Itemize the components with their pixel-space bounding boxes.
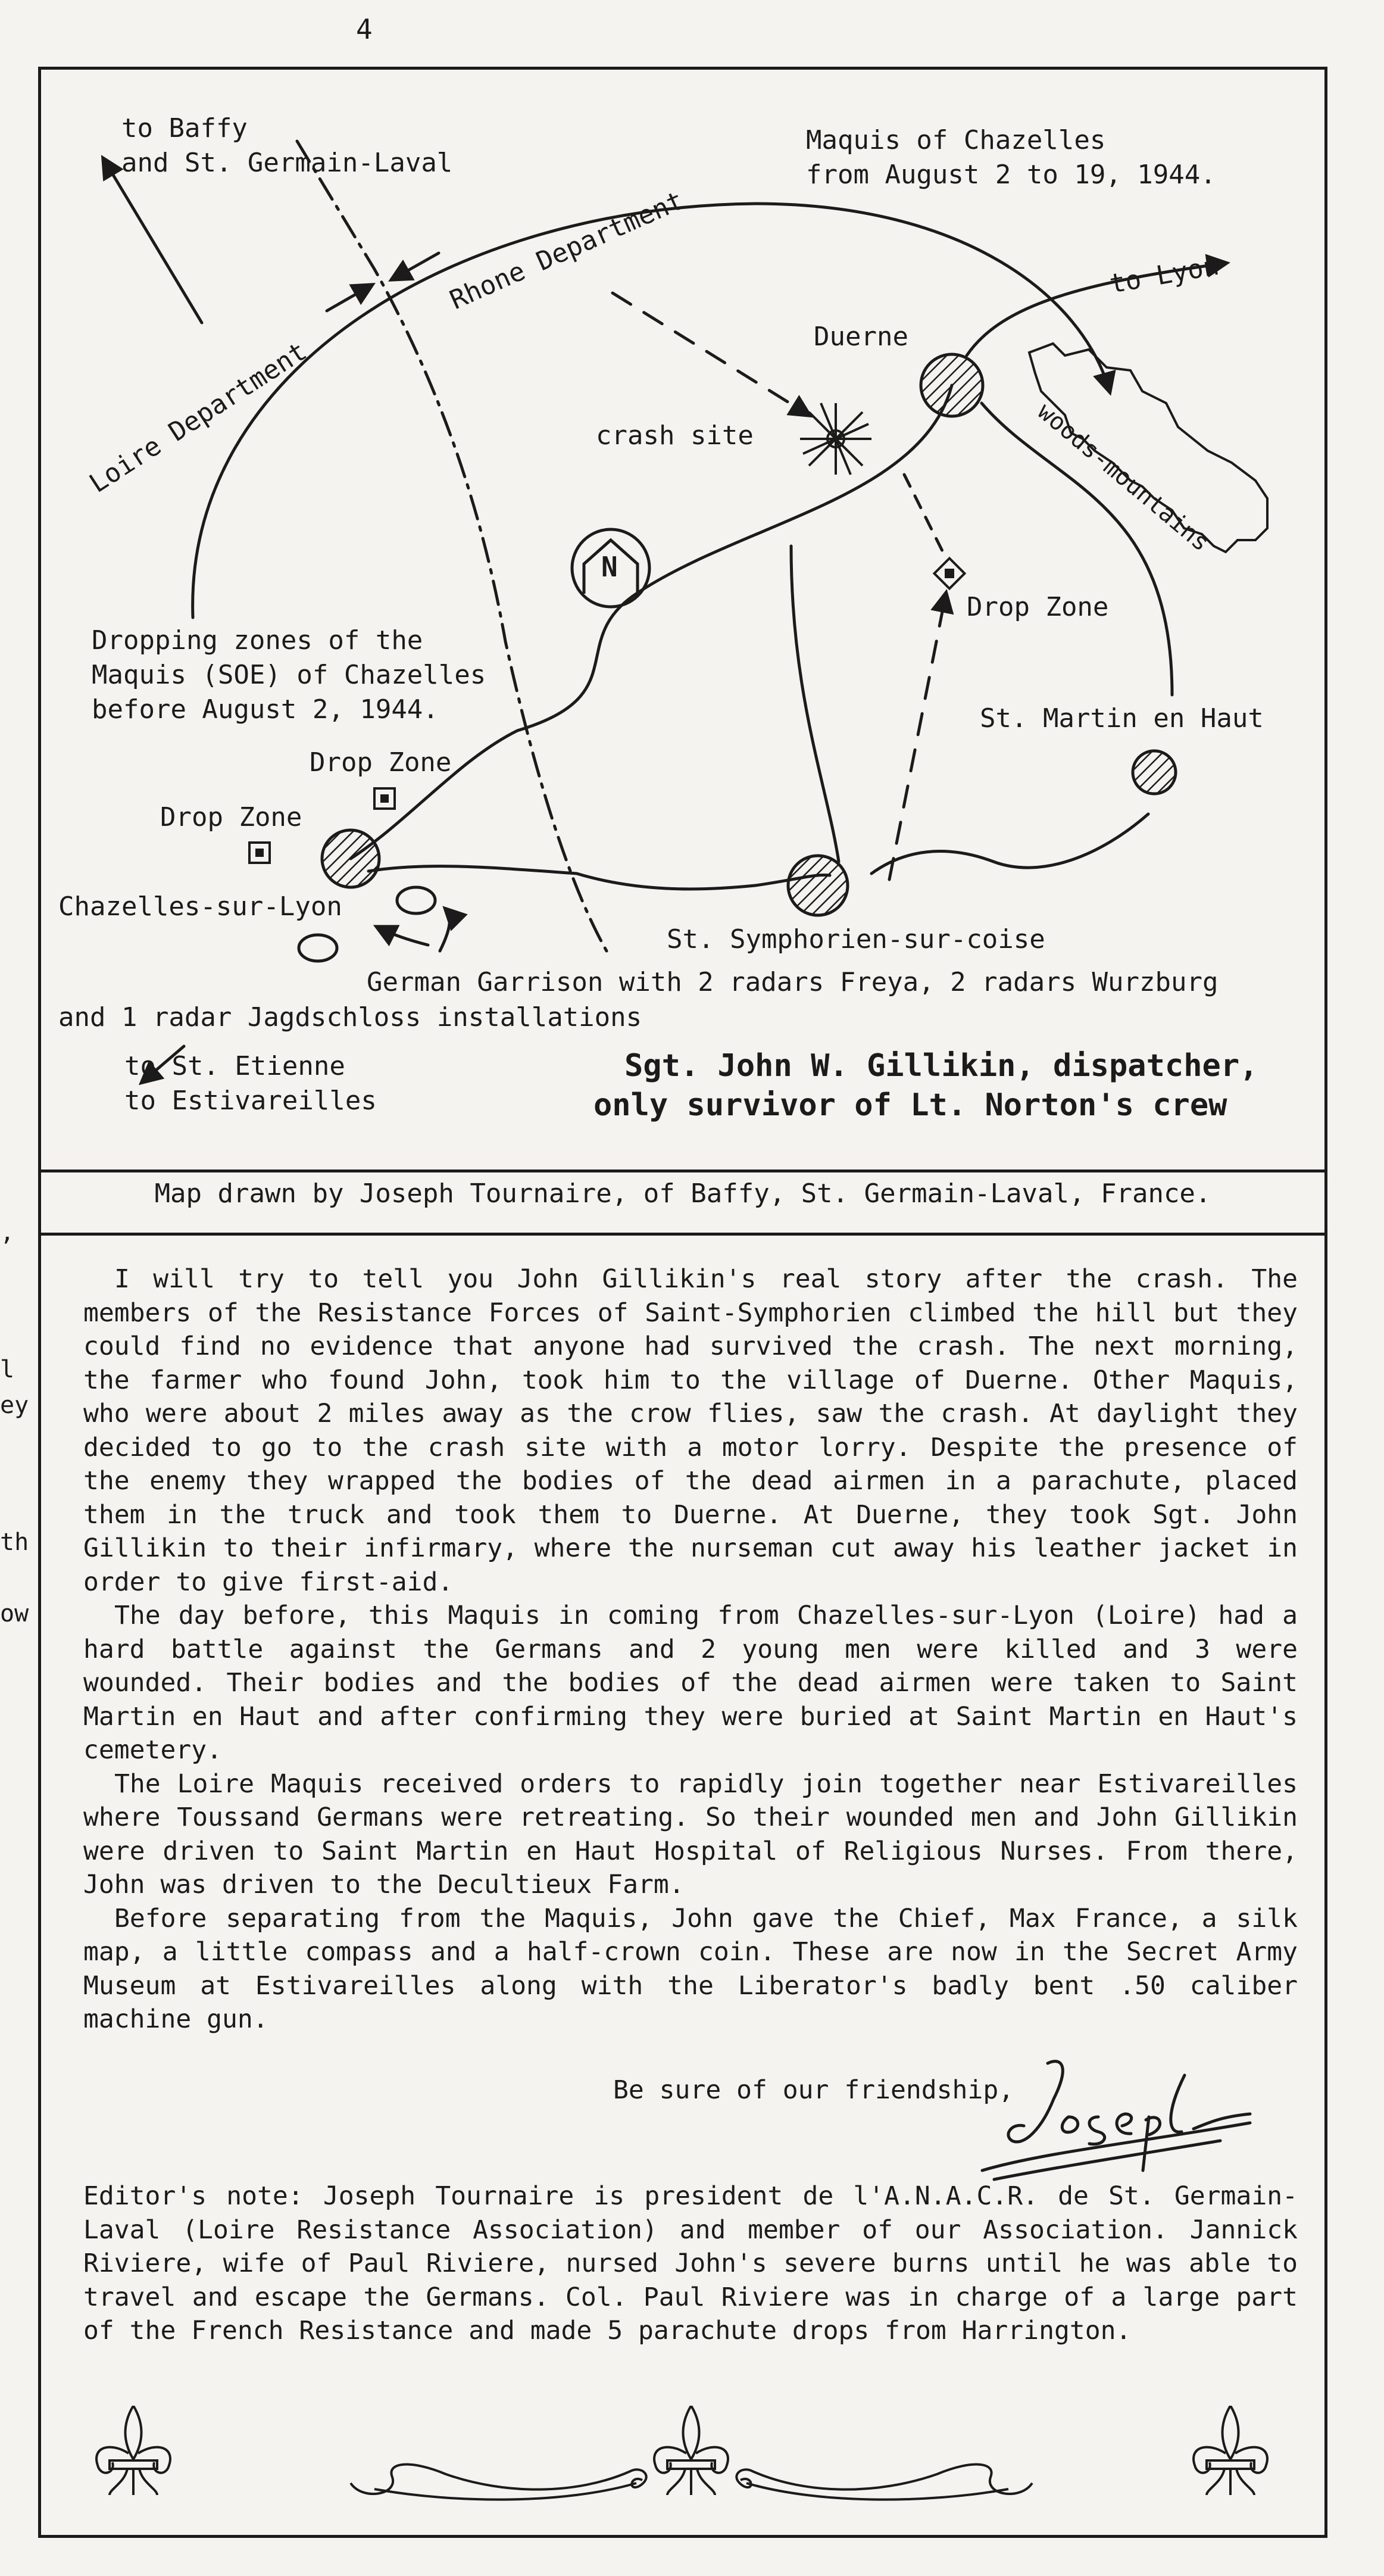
label-duerne: Duerne — [814, 322, 908, 352]
label-to-st-etienne: to St. Etienne to Estivareilles — [124, 1051, 377, 1116]
symphorien-town — [788, 856, 848, 915]
letter-body — [83, 1262, 1298, 2037]
garrison-circle — [397, 887, 435, 913]
garrison-arrow-left — [377, 927, 428, 945]
label-to-lyon: to Lyon — [1107, 250, 1221, 300]
crash-site-star — [800, 403, 871, 475]
st-martin-town — [1133, 751, 1176, 794]
page-number: 4 — [356, 13, 373, 45]
chazelles-town — [322, 830, 379, 887]
label-rhone-department: Rhone Department — [445, 185, 689, 316]
margin-fragment: , — [0, 1219, 15, 1246]
crash-approach-path — [613, 293, 809, 415]
caption-top-rule — [38, 1170, 1327, 1172]
signature-joseph — [970, 2051, 1280, 2188]
label-north: N — [601, 551, 618, 583]
margin-fragment: th — [0, 1529, 29, 1556]
road-symphorien-martin — [871, 814, 1148, 874]
fleur-de-lis-icon — [654, 2406, 728, 2495]
fleur-de-lis-icon — [1194, 2406, 1267, 2495]
caption-bottom-rule — [38, 1233, 1327, 1236]
margin-fragment: ow — [0, 1600, 29, 1627]
letter-paragraph: Before separating from the Maquis, John gave the Chief, Max France, a silk map, a little compass and a half-crown coin. These are now in the Secret Army Museum at Estivareilles along with the Liberator's badly bent .50 caliber machine gun. — [83, 1903, 1298, 2034]
label-dropping-zones: Dropping zones of the Maquis (SOE) of Chazelles before August 2, 1944. — [92, 625, 486, 725]
label-to-baffy: to Baffy and St. Germain-Laval — [121, 113, 453, 178]
letter-paragraph: I will try to tell you John Gillikin's real story after the crash. The members of the Resistance Forces of Saint-Symphorien climbed the hill but they could find no evidence that anyone had survived the crash. The next morning, the farmer who found John, took him to the village of Duerne. Other Maquis, who were about 2 miles away as the crow flies, saw the crash. At daylight they decided to go to the crash site with a motor lorry. Despite the presence of the enemy they wrapped the bodies of the dead airmen in a parachute, placed them in the truck and took them to Duerne. At Duerne, they took Sgt. John Gillikin to their infirmary, where the nurseman cut away his leather jacket in order to give first-aid. — [83, 1264, 1298, 1597]
scroll-flourish-left — [351, 2465, 646, 2494]
garrison-circle — [299, 935, 337, 961]
label-loire-department: Loire Department — [84, 336, 313, 499]
label-st-symphorien: St. Symphorien-sur-coise — [667, 924, 1045, 955]
baffy-arrow — [104, 159, 202, 323]
label-st-martin: St. Martin en Haut — [980, 703, 1264, 734]
label-chazelles: Chazelles-sur-Lyon — [58, 891, 342, 922]
label-german-garrison: German Garrison with 2 radars Freya, 2 radars Wurzburg — [367, 967, 1219, 997]
label-drop-zone-east: Drop Zone — [967, 592, 1109, 622]
margin-fragment: l — [0, 1356, 15, 1383]
letter-paragraph: The day before, this Maquis in coming from Chazelles-sur-Lyon (Loire) had a hard battle against the Germans and 2 young men were killed and 3 were wounded. Their bodies and the bodies of the dead airmen were taken to Saint Martin en Haut and after confirming they were buried at Saint Martin en Haut's cemetery. — [83, 1601, 1298, 1765]
label-woods-mountains: woods-mountains — [1032, 397, 1215, 557]
label-drop-zone-2: Drop Zone — [160, 802, 302, 832]
label-jagdschloss: and 1 radar Jagdschloss installations — [58, 1002, 642, 1033]
label-maquis-chazelles: Maquis of Chazelles from August 2 to 19, 1944. — [806, 125, 1216, 190]
boundary-arrow-left — [327, 285, 371, 311]
scroll-flourish-right — [736, 2465, 1032, 2494]
drop-zone-link — [904, 475, 946, 558]
road-symphorien-north — [791, 546, 839, 862]
duerne-town — [921, 354, 983, 416]
editor-note: Editor's note: Joseph Tournaire is president de l'A.N.A.C.R. de St. Germain-Laval (Loire Resistance Association) and member of our Association. Jannick Riviere, wife of Paul Riviere, nursed John's severe burns until he was able to travel and escape the Germans. Col. Paul Riviere was in charge of a large part of the French Resistance and made 5 parachute drops from Harrington. — [83, 2181, 1298, 2346]
road-duerne-chazelles — [351, 385, 952, 859]
scroll-flourish-right-inner — [746, 2483, 1008, 2500]
road-chazelles-symphorien — [368, 866, 830, 889]
fleur-de-lis-icon — [96, 2406, 170, 2495]
hand-drawn-map — [41, 70, 1324, 1170]
label-gillikin-line1: Sgt. John W. Gillikin, dispatcher, — [624, 1048, 1258, 1084]
label-crash-site: crash site — [596, 420, 754, 451]
map-caption: Map drawn by Joseph Tournaire, of Baffy, St. Germain-Laval, France. — [154, 1178, 1211, 1209]
label-drop-zone-1: Drop Zone — [310, 747, 452, 778]
garrison-arrow-right — [440, 909, 450, 951]
letter-closing: Be sure of our friendship, — [613, 2075, 1014, 2105]
fleur-de-lis-ornament-row — [41, 2406, 1324, 2525]
label-gillikin-line2: only survivor of Lt. Norton's crew — [593, 1087, 1227, 1123]
scroll-flourish-left-inner — [374, 2483, 636, 2500]
symphorien-approach — [889, 594, 946, 880]
woods-mountains-outline — [1029, 344, 1267, 552]
margin-fragment: ey — [0, 1392, 29, 1419]
letter-paragraph: The Loire Maquis received orders to rapidly join together near Estivareilles where Toussand Germans were retreating. So their wounded men and John Gillikin were driven to Saint Martin en Haut Hospital of Religious Nurses. From there, John was driven to the Decultieux Farm. — [83, 1769, 1298, 1900]
